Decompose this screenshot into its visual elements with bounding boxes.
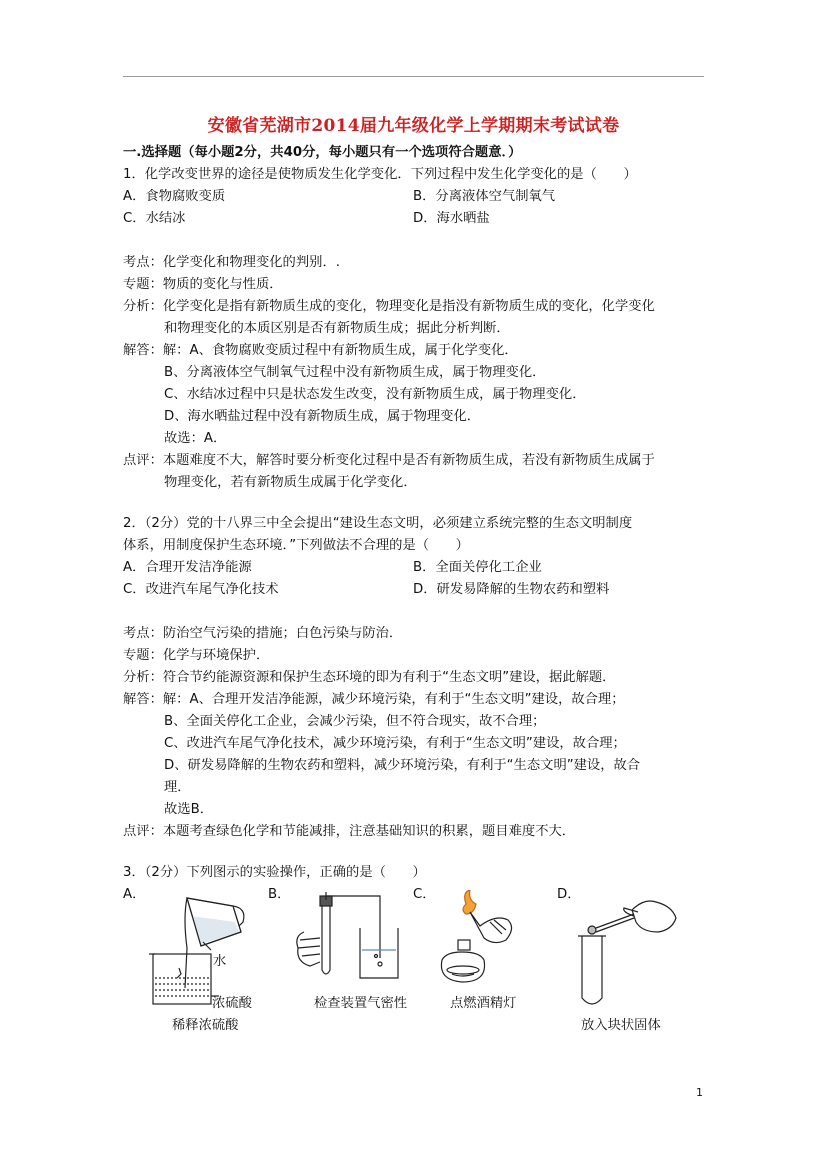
q3-stem: 3．（2分）下列图示的实验操作，正确的是（ ） (123, 865, 426, 880)
page-number: 1 (696, 1086, 703, 1099)
q2-option-c: C．改进汽车尾气净化技术 (123, 582, 279, 597)
dilute-acid-caption: 稀释浓硫酸 (172, 1018, 239, 1033)
q2-stem-1: 2．（2分）党的十八界三中全会提出“建设生态文明，必须建立系统完整的生态文明制度 (123, 516, 633, 531)
page-title: 安徽省芜湖市2014届九年级化学上学期期末考试试卷 (207, 116, 620, 136)
q1-jieda-2: B、分离液体空气制氧气过程中没有新物质生成，属于物理变化． (164, 365, 546, 380)
block-solid-caption: 放入块状固体 (581, 1018, 661, 1033)
q3-option-a: A． (123, 887, 146, 902)
q2-kaodian: 考点：防治空气污染的措施；白色污染与防治． (123, 626, 403, 641)
q2-jieda-3: C、改进汽车尾气净化技术，减少环境污染，有利于“生态文明”建设，故合理； (164, 736, 626, 751)
q3-option-b: B． (268, 887, 291, 902)
q1-fenxi-1: 分析：化学变化是指有新物质生成的变化，物理变化是指没有新物质生成的变化，化学变化 (123, 299, 655, 314)
q1-jieda-3: C、水结冰过程中只是状态发生改变，没有新物质生成，属于物理变化． (164, 387, 586, 402)
q1-option-a: A．食物腐败变质 (123, 189, 226, 204)
q2-jieda-4: D、研发易降解的生物农药和塑料，减少环境污染，有利于“生态文明”建设，故合 (164, 758, 641, 773)
q1-answer: 故选：A． (164, 431, 227, 446)
q2-option-d: D．研发易降解的生物农药和塑料 (413, 582, 610, 597)
q2-stem-2: 体系，用制度保护生态环境．”下列做法不合理的是（ ） (123, 538, 469, 553)
q3-option-c: C． (413, 887, 436, 902)
q2-zhuanti: 专题：化学与环境保护． (123, 648, 270, 663)
alcohol-lamp-caption: 点燃酒精灯 (450, 996, 517, 1011)
q1-fenxi-2: 和物理变化的本质区别是否有新物质生成；据此分析判断． (164, 321, 510, 336)
q1-option-d: D．海水晒盐 (413, 211, 490, 226)
airtightness-caption: 检查装置气密性 (314, 996, 408, 1011)
q1-dianping-2: 物理变化，若有新物质生成属于化学变化． (164, 475, 417, 490)
q2-dianping: 点评：本题考查绿色化学和节能减排，注意基础知识的积累，题目难度不大． (123, 824, 576, 839)
dilute-acid-label-acid: 浓硫酸 (212, 996, 252, 1011)
q1-jieda-1: 解答：解：A、食物腐败变质过程中有新物质生成，属于化学变化． (123, 343, 518, 358)
q2-jieda-5: 理． (164, 780, 191, 795)
block-solid-figure (572, 888, 682, 1010)
q1-option-b: B．分离液体空气制氧气 (413, 189, 556, 204)
q3-option-d: D． (557, 887, 581, 902)
q1-zhuanti: 专题：物质的变化与性质． (123, 277, 283, 292)
header-rule (123, 76, 704, 77)
dilute-acid-label-water: 水 (213, 954, 227, 969)
q1-option-c: C．水结冰 (123, 211, 186, 226)
q2-option-b: B．全面关停化工企业 (413, 560, 542, 575)
q1-dianping-1: 点评：本题难度不大，解答时要分析变化过程中是否有新物质生成，若没有新物质生成属于 (123, 453, 655, 468)
airtightness-figure (290, 892, 410, 988)
q2-jieda-1: 解答：解：A、合理开发洁净能源，减少环境污染，有利于“生态文明”建设，故合理； (123, 692, 625, 707)
section-heading: 一.选择题（每小题2分，共40分，每小题只有一个选项符合题意．） (123, 145, 522, 160)
alcohol-lamp-figure (432, 890, 532, 986)
q1-kaodian: 考点：化学变化和物理变化的判别．. (123, 255, 340, 270)
q2-answer: 故选B． (164, 802, 214, 817)
q2-jieda-2: B、全面关停化工企业，会减少污染，但不符合现实，故不合理； (164, 714, 546, 729)
q2-option-a: A．合理开发洁净能源 (123, 560, 252, 575)
q1-stem: 1．化学改变世界的途径是使物质发生化学变化．下列过程中发生化学变化的是（ ） (123, 167, 637, 182)
q2-fenxi: 分析：符合节约能源资源和保护生态环境的即为有利于“生态文明”建设，据此解题． (123, 670, 616, 685)
q1-jieda-4: D、海水晒盐过程中没有新物质生成，属于物理变化． (164, 409, 481, 424)
